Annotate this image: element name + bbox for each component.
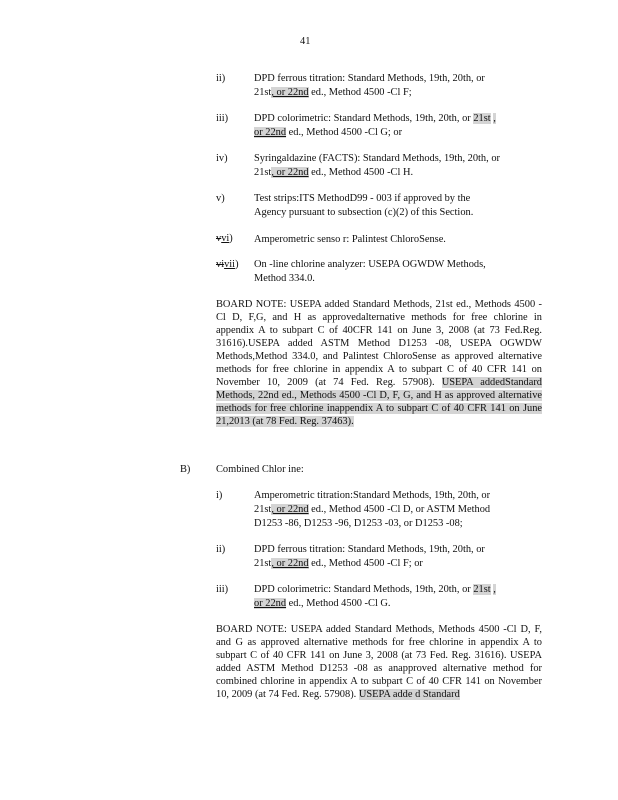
- inserted-text: 21st: [473, 113, 491, 124]
- item-number: iii): [216, 584, 229, 595]
- section-title: Combined Chlor ine:: [216, 464, 304, 475]
- item-text: ed., Method 4500 -Cl G.: [288, 598, 391, 609]
- item-text: Agency pursuant to subsection (c)(2) of this Section.: [254, 207, 474, 218]
- list-item: [254, 258, 544, 286]
- item-text: 21st: [254, 87, 272, 98]
- item-number-close: ): [235, 259, 239, 270]
- item-text: DPD colorimetric: Standard Methods, 19th, 20th, or: [254, 113, 471, 124]
- deleted-text: v: [216, 233, 222, 244]
- page-number: 41: [300, 36, 311, 47]
- item-text: 21st: [254, 558, 272, 569]
- item-number: [216, 233, 233, 244]
- inserted-text: , or 22nd: [271, 558, 309, 569]
- inserted-text: vii: [224, 259, 236, 270]
- item-text: ed., Method 4500 -Cl D, or ASTM Method: [311, 504, 491, 515]
- board-note-text: BOARD NOTE: USEPA added Standard Methods, 21st ed., Methods 4500 -Cl D, F,G, and H as approvedalternative methods for free chlorine in appendix A to subpart C of 40CFR 141 on June 3, 2008 (at 73 Fed.Reg. 31616).USEPA added ASTM Method D1253 -08, USEPA OGWDW Methods,Method 334.0, and Palintest ChloroSense as approved alternative methods for free chlorine in appendix A to subpart C of 40 CFR 141 on November 10, 2009 (at 74 Fed. Reg. 57908).: [216, 299, 542, 388]
- inserted-text: USEPA adde d Standard: [358, 689, 460, 700]
- board-note: [216, 298, 542, 428]
- item-text: Amperometric titration:Standard Methods, 19th, 20th, or: [254, 490, 491, 501]
- item-text: DPD ferrous titration: Standard Methods, 19th, 20th, or: [254, 544, 485, 555]
- inserted-text: , or 22nd: [271, 167, 309, 178]
- item-number: ii): [216, 73, 226, 84]
- inserted-text: or 22nd: [254, 598, 287, 609]
- item-number-close: ): [229, 233, 233, 244]
- item-text: Amperometric senso r: Palintest ChloroSense.: [254, 234, 446, 245]
- item-text: D1253 -86, D1253 -96, D1253 -03, or D1253 -08;: [254, 518, 463, 529]
- item-number: v): [216, 193, 225, 204]
- list-item: [254, 72, 544, 100]
- inserted-text: ,: [493, 584, 496, 595]
- inserted-text: or 22nd: [254, 127, 287, 138]
- board-note: [216, 623, 542, 701]
- list-item: [254, 543, 544, 571]
- item-text: DPD colorimetric: Standard Methods, 19th, 20th, or: [254, 584, 471, 595]
- section-label: B): [180, 464, 191, 475]
- list-item: [254, 233, 544, 247]
- item-number: iv): [216, 153, 228, 164]
- list-item: [254, 489, 544, 531]
- list-item: [254, 112, 544, 140]
- item-text: Syringaldazine (FACTS): Standard Methods, 19th, 20th, or: [254, 153, 500, 164]
- item-text: Test strips:ITS MethodD99 - 003 if approved by the: [254, 193, 471, 204]
- inserted-text: ,: [493, 113, 496, 124]
- item-text: Method 334.0.: [254, 273, 315, 284]
- item-text: 21st: [254, 167, 272, 178]
- inserted-text: , or 22nd: [271, 504, 309, 515]
- item-number: iii): [216, 113, 229, 124]
- list-item: [254, 192, 544, 220]
- item-text: ed., Method 4500 -Cl G; or: [288, 127, 403, 138]
- item-text: ed., Method 4500 -Cl H.: [311, 167, 414, 178]
- list-item: [254, 152, 544, 180]
- item-text: ed., Method 4500 -Cl F; or: [311, 558, 423, 569]
- inserted-text: 21st: [473, 584, 491, 595]
- inserted-text: , or 22nd: [271, 87, 309, 98]
- deleted-text: vi: [216, 259, 225, 270]
- item-text: 21st: [254, 504, 272, 515]
- list-item: [254, 583, 544, 611]
- inserted-text: USEPA addedStandard Methods, 22nd ed., Methods 4500 -Cl D, F, G, and H as approved alternative methods for free chlorine inappendix A to subpart C of 40 CFR 141 on June 21,2013 (at 78 Fed. Reg. 37463).: [216, 377, 542, 427]
- board-note-text: BOARD NOTE: USEPA added Standard Methods, Methods 4500 -Cl D, F, and G as approved alternative methods for free chlorine in appendix A to subpart C of 40 CFR 141 on June 3, 2008 (at 73 Fed. Reg. 31616). USEPA added ASTM Method D1253 -08 as anapproved alternative method for combined chlorine in appendix A to subpart C of 40 CFR 141 on November 10, 2009 (at 74 Fed. Reg. 57908).: [216, 624, 542, 700]
- inserted-text: vi: [221, 233, 230, 244]
- item-number: ii): [216, 544, 226, 555]
- item-text: DPD ferrous titration: Standard Methods, 19th, 20th, or: [254, 73, 485, 84]
- item-text: ed., Method 4500 -Cl F;: [311, 87, 412, 98]
- item-text: On -line chlorine analyzer: USEPA OGWDW Methods,: [254, 259, 486, 270]
- item-number: [216, 259, 239, 270]
- item-number: i): [216, 490, 223, 501]
